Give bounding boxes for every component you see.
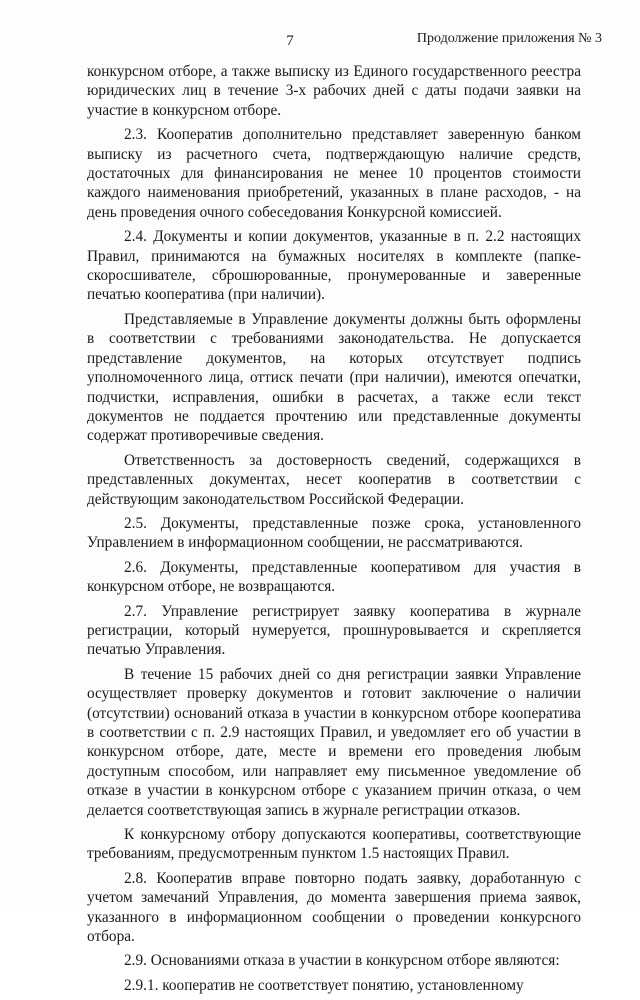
paragraph-document-requirements: Представляемые в Управление документы должны быть оформлены в соответствии с требованиями законодательства. Не допускается представление документов, на которых отсутствует подпись уполномоченного лица, оттиск печати (при наличии), имеются опечатки, подчистки, исправления, ошибки в расчетах, а также если текст документов не поддается прочтению или представленные документы содержат противоречивые сведения.: [87, 310, 581, 445]
paragraph-2-3: 2.3. Кооператив дополнительно представляет заверенную банком выписку из расчетного счета, подтверждающую наличие средств, достаточных для финансирования не менее 10 процентов стоимости каждого наименования приобретений, указанных в плане расходов, - на день проведения очного собеседования Конкурсной комиссией.: [87, 126, 581, 221]
document-body: [87, 62, 581, 1000]
paragraph-2-8: 2.8. Кооператив вправе повторно подать заявку, доработанную с учетом замечаний Управления, до момента завершения приема заявок, указанного в информационном сообщении о проведении конкурсного отбора.: [87, 869, 581, 946]
paragraph-2-5: 2.5. Документы, представленные позже срока, установленного Управлением в информационном сообщении, не рассматриваются.: [87, 514, 581, 552]
paragraph-2-6: 2.6. Документы, представленные кооперативом для участия в конкурсном отборе, не возвращаются.: [87, 558, 581, 596]
appendix-continuation-note: Продолжение приложения № 3: [416, 31, 602, 46]
paragraph-responsibility: Ответственность за достоверность сведений, содержащихся в представленных документах, несет кооператив в соответствии с действующим законодательством Российской Федерации.: [87, 451, 581, 508]
paragraph-admission: К конкурсному отбору допускаются кооперативы, соответствующие требованиям, предусмотренным пунктом 1.5 настоящих Правил.: [87, 826, 581, 863]
paragraph-2-9-1: 2.9.1. кооператив не соответствует понятию, установленному: [124, 976, 524, 994]
paragraph-2-7: 2.7. Управление регистрирует заявку кооператива в журнале регистрации, который нумеруется, прошнуровывается и скрепляется печатью Управления.: [87, 602, 581, 659]
paragraph-2-9: 2.9. Основаниями отказа в участии в конкурсном отборе являются:: [124, 952, 560, 970]
paragraph-continuation: конкурсном отборе, а также выписку из Единого государственного реестра юридических лиц в течение 3-х рабочих дней с даты подачи заявки на участие в конкурсном отборе.: [87, 63, 581, 119]
page-number: 7: [286, 33, 294, 49]
paragraph-review-period: В течение 15 рабочих дней со дня регистрации заявки Управление осуществляет проверку документов и готовит заключение о наличии (отсутствии) оснований отказа в участии в конкурсном отборе кооператива в соответствии с п. 2.9 настоящих Правил, и уведомляет его об участии в конкурсном отборе, дате, месте и времени его проведения любым доступным способом, или направляет ему письменное уведомление об отказе в участии в конкурсном отборе с указанием причин отказа, о чем делается соответствующая запись в журнале регистрации отказов.: [87, 665, 581, 819]
paragraph-2-4: 2.4. Документы и копии документов, указанные в п. 2.2 настоящих Правил, принимаются на бумажных носителях в комплекте (папке-скоросшивателе, сброшюрованные, пронумерованные и заверенные печатью кооператива (при наличии).: [87, 228, 581, 304]
